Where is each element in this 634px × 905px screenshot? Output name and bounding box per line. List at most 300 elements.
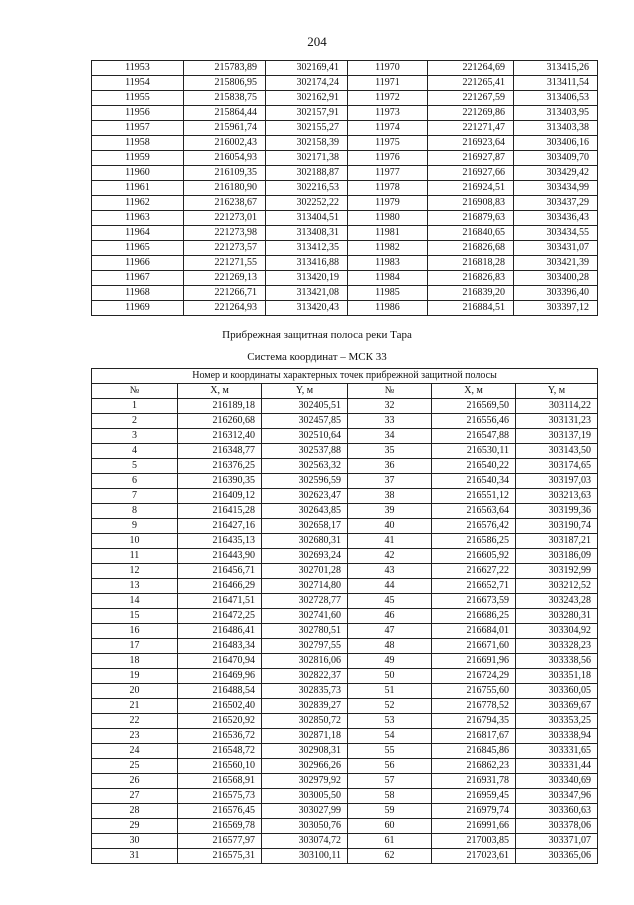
y-coordinate: 303199,36 — [516, 504, 598, 519]
table-row — [92, 301, 598, 316]
table-row — [92, 474, 598, 489]
x-coordinate: 221265,41 — [428, 76, 514, 91]
y-coordinate: 302701,28 — [262, 564, 348, 579]
x-coordinate: 216927,66 — [428, 166, 514, 181]
table-row — [92, 256, 598, 271]
x-coordinate: 216686,25 — [432, 609, 516, 624]
y-coordinate: 302797,55 — [262, 639, 348, 654]
y-coordinate: 302693,24 — [262, 549, 348, 564]
point-number: 38 — [348, 489, 432, 504]
y-coordinate: 302157,91 — [266, 106, 348, 121]
y-coordinate: 303243,28 — [516, 594, 598, 609]
caption-title: Прибрежная защитная полоса реки Тара — [222, 329, 412, 341]
point-number: 11976 — [348, 151, 428, 166]
x-coordinate: 216586,25 — [432, 534, 516, 549]
point-number: 36 — [348, 459, 432, 474]
x-coordinate: 216568,91 — [178, 774, 262, 789]
x-coordinate: 221267,59 — [428, 91, 514, 106]
table-span-header: Номер и координаты характерных точек прибрежной защитной полосы — [92, 369, 598, 384]
x-coordinate: 216502,40 — [178, 699, 262, 714]
point-number: 20 — [92, 684, 178, 699]
x-coordinate: 216924,51 — [428, 181, 514, 196]
x-coordinate: 217023,61 — [432, 849, 516, 864]
y-coordinate: 302816,06 — [262, 654, 348, 669]
y-coordinate: 302188,87 — [266, 166, 348, 181]
x-coordinate: 216312,40 — [178, 429, 262, 444]
point-number: 11973 — [348, 106, 428, 121]
caption-system: Система координат – МСК 33 — [247, 351, 387, 363]
table-row — [92, 804, 598, 819]
point-number: 11953 — [92, 61, 184, 76]
point-number: 11971 — [348, 76, 428, 91]
y-coordinate: 303212,52 — [516, 579, 598, 594]
x-coordinate: 221271,47 — [428, 121, 514, 136]
point-number: 11957 — [92, 121, 184, 136]
point-number: 8 — [92, 504, 178, 519]
table-row — [92, 639, 598, 654]
point-number: 4 — [92, 444, 178, 459]
y-coordinate: 303143,50 — [516, 444, 598, 459]
coordinates-table-continued — [91, 60, 598, 316]
x-coordinate: 216109,35 — [184, 166, 266, 181]
y-coordinate: 303190,74 — [516, 519, 598, 534]
point-number: 11974 — [348, 121, 428, 136]
y-coordinate: 313406,53 — [514, 91, 598, 106]
point-number: 11972 — [348, 91, 428, 106]
x-coordinate: 221264,93 — [184, 301, 266, 316]
table-row — [92, 76, 598, 91]
y-coordinate: 313421,08 — [266, 286, 348, 301]
x-coordinate: 216486,41 — [178, 624, 262, 639]
point-number: 33 — [348, 414, 432, 429]
y-coordinate: 302835,73 — [262, 684, 348, 699]
point-number: 11984 — [348, 271, 428, 286]
x-coordinate: 216556,46 — [432, 414, 516, 429]
table-row — [92, 444, 598, 459]
point-number: 44 — [348, 579, 432, 594]
y-coordinate: 303360,63 — [516, 804, 598, 819]
x-coordinate: 216724,29 — [432, 669, 516, 684]
point-number: 52 — [348, 699, 432, 714]
table-row — [92, 819, 598, 834]
y-coordinate: 313408,31 — [266, 226, 348, 241]
point-number: 11958 — [92, 136, 184, 151]
y-coordinate: 303340,69 — [516, 774, 598, 789]
x-coordinate: 216908,83 — [428, 196, 514, 211]
x-coordinate: 216839,20 — [428, 286, 514, 301]
y-coordinate: 302216,53 — [266, 181, 348, 196]
y-coordinate: 303347,96 — [516, 789, 598, 804]
x-coordinate: 216540,22 — [432, 459, 516, 474]
y-coordinate: 303365,06 — [516, 849, 598, 864]
table-row — [92, 61, 598, 76]
x-coordinate: 216575,73 — [178, 789, 262, 804]
x-coordinate: 216826,68 — [428, 241, 514, 256]
x-coordinate: 216456,71 — [178, 564, 262, 579]
x-coordinate: 216471,51 — [178, 594, 262, 609]
x-coordinate: 216755,60 — [432, 684, 516, 699]
x-coordinate: 216684,01 — [432, 624, 516, 639]
y-coordinate: 303360,05 — [516, 684, 598, 699]
y-coordinate: 303406,16 — [514, 136, 598, 151]
y-coordinate: 303409,70 — [514, 151, 598, 166]
x-coordinate: 216520,92 — [178, 714, 262, 729]
point-number: 11970 — [348, 61, 428, 76]
point-number: 11956 — [92, 106, 184, 121]
table-row — [92, 136, 598, 151]
point-number: 11959 — [92, 151, 184, 166]
table-row — [92, 729, 598, 744]
x-coordinate: 216054,93 — [184, 151, 266, 166]
y-coordinate: 313416,88 — [266, 256, 348, 271]
x-coordinate: 215864,44 — [184, 106, 266, 121]
y-coordinate: 302658,17 — [262, 519, 348, 534]
y-coordinate: 313403,38 — [514, 121, 598, 136]
y-coordinate: 303187,21 — [516, 534, 598, 549]
point-number: 11968 — [92, 286, 184, 301]
point-number: 11969 — [92, 301, 184, 316]
x-coordinate: 216979,74 — [432, 804, 516, 819]
table-row — [92, 699, 598, 714]
x-coordinate: 216469,96 — [178, 669, 262, 684]
y-coordinate: 302171,38 — [266, 151, 348, 166]
point-number: 45 — [348, 594, 432, 609]
x-coordinate: 216563,64 — [432, 504, 516, 519]
x-coordinate: 216576,42 — [432, 519, 516, 534]
y-coordinate: 313404,51 — [266, 211, 348, 226]
x-coordinate: 216560,10 — [178, 759, 262, 774]
point-number: 7 — [92, 489, 178, 504]
y-coordinate: 302623,47 — [262, 489, 348, 504]
point-number: 19 — [92, 669, 178, 684]
y-coordinate: 302643,85 — [262, 504, 348, 519]
point-number: 43 — [348, 564, 432, 579]
x-coordinate: 216415,28 — [178, 504, 262, 519]
y-coordinate: 302966,26 — [262, 759, 348, 774]
y-coordinate: 303434,99 — [514, 181, 598, 196]
table-row — [92, 489, 598, 504]
point-number: 11960 — [92, 166, 184, 181]
point-number: 24 — [92, 744, 178, 759]
point-number: 49 — [348, 654, 432, 669]
point-number: 11965 — [92, 241, 184, 256]
point-number: 53 — [348, 714, 432, 729]
y-coordinate: 302162,91 — [266, 91, 348, 106]
y-coordinate: 303351,18 — [516, 669, 598, 684]
y-coordinate: 303331,65 — [516, 744, 598, 759]
x-coordinate: 215783,89 — [184, 61, 266, 76]
x-coordinate: 217003,85 — [432, 834, 516, 849]
point-number: 2 — [92, 414, 178, 429]
y-coordinate: 303050,76 — [262, 819, 348, 834]
y-coordinate: 303421,39 — [514, 256, 598, 271]
y-coordinate: 303429,42 — [514, 166, 598, 181]
point-number: 58 — [348, 789, 432, 804]
x-coordinate: 216778,52 — [432, 699, 516, 714]
point-number: 41 — [348, 534, 432, 549]
x-coordinate: 216548,72 — [178, 744, 262, 759]
y-coordinate: 303197,03 — [516, 474, 598, 489]
point-number: 42 — [348, 549, 432, 564]
y-coordinate: 302537,88 — [262, 444, 348, 459]
point-number: 17 — [92, 639, 178, 654]
x-coordinate: 216260,68 — [178, 414, 262, 429]
point-number: 51 — [348, 684, 432, 699]
y-coordinate: 302839,27 — [262, 699, 348, 714]
point-number: 11977 — [348, 166, 428, 181]
point-number: 11963 — [92, 211, 184, 226]
column-header: № — [92, 384, 178, 399]
column-header: X, м — [178, 384, 262, 399]
point-number: 11955 — [92, 91, 184, 106]
point-number: 46 — [348, 609, 432, 624]
x-coordinate: 216530,11 — [432, 444, 516, 459]
point-number: 32 — [348, 399, 432, 414]
x-coordinate: 221266,71 — [184, 286, 266, 301]
table-row — [92, 151, 598, 166]
point-number: 55 — [348, 744, 432, 759]
x-coordinate: 216551,12 — [432, 489, 516, 504]
x-coordinate: 216472,25 — [178, 609, 262, 624]
y-coordinate: 302728,77 — [262, 594, 348, 609]
y-coordinate: 302850,72 — [262, 714, 348, 729]
point-number: 31 — [92, 849, 178, 864]
x-coordinate: 221273,01 — [184, 211, 266, 226]
table-row — [92, 196, 598, 211]
y-coordinate: 303174,65 — [516, 459, 598, 474]
point-number: 22 — [92, 714, 178, 729]
table-row — [92, 226, 598, 241]
point-number: 11967 — [92, 271, 184, 286]
x-coordinate: 216931,78 — [432, 774, 516, 789]
point-number: 25 — [92, 759, 178, 774]
y-coordinate: 303400,28 — [514, 271, 598, 286]
point-number: 12 — [92, 564, 178, 579]
x-coordinate: 216409,12 — [178, 489, 262, 504]
x-coordinate: 216002,43 — [184, 136, 266, 151]
point-number: 11954 — [92, 76, 184, 91]
point-number: 11 — [92, 549, 178, 564]
point-number: 62 — [348, 849, 432, 864]
point-number: 29 — [92, 819, 178, 834]
x-coordinate: 216840,65 — [428, 226, 514, 241]
x-coordinate: 216540,34 — [432, 474, 516, 489]
y-coordinate: 302979,92 — [262, 774, 348, 789]
point-number: 16 — [92, 624, 178, 639]
point-number: 15 — [92, 609, 178, 624]
page-number: 204 — [307, 34, 327, 49]
y-coordinate: 303434,55 — [514, 226, 598, 241]
x-coordinate: 221271,55 — [184, 256, 266, 271]
x-coordinate: 215838,75 — [184, 91, 266, 106]
point-number: 11982 — [348, 241, 428, 256]
y-coordinate: 302741,60 — [262, 609, 348, 624]
table-row — [92, 714, 598, 729]
point-number: 10 — [92, 534, 178, 549]
point-number: 47 — [348, 624, 432, 639]
point-number: 3 — [92, 429, 178, 444]
table-row — [92, 684, 598, 699]
table-row — [92, 579, 598, 594]
y-coordinate: 302563,32 — [262, 459, 348, 474]
table-row — [92, 121, 598, 136]
table-row — [92, 564, 598, 579]
y-coordinate: 303431,07 — [514, 241, 598, 256]
x-coordinate: 216923,64 — [428, 136, 514, 151]
point-number: 54 — [348, 729, 432, 744]
y-coordinate: 303114,22 — [516, 399, 598, 414]
table-row — [92, 91, 598, 106]
x-coordinate: 216427,16 — [178, 519, 262, 534]
x-coordinate: 221269,13 — [184, 271, 266, 286]
table-row — [92, 624, 598, 639]
table-row — [92, 609, 598, 624]
y-coordinate: 303437,29 — [514, 196, 598, 211]
x-coordinate: 216817,67 — [432, 729, 516, 744]
x-coordinate: 216488,54 — [178, 684, 262, 699]
y-coordinate: 303369,67 — [516, 699, 598, 714]
x-coordinate: 216691,96 — [432, 654, 516, 669]
x-coordinate: 216348,77 — [178, 444, 262, 459]
column-header: Y, м — [516, 384, 598, 399]
y-coordinate: 313412,35 — [266, 241, 348, 256]
x-coordinate: 216575,31 — [178, 849, 262, 864]
point-number: 34 — [348, 429, 432, 444]
table-row — [92, 271, 598, 286]
table-row — [92, 774, 598, 789]
table-row — [92, 106, 598, 121]
y-coordinate: 302714,80 — [262, 579, 348, 594]
y-coordinate: 302908,31 — [262, 744, 348, 759]
x-coordinate: 215806,95 — [184, 76, 266, 91]
y-coordinate: 303328,23 — [516, 639, 598, 654]
x-coordinate: 216569,50 — [432, 399, 516, 414]
point-number: 11962 — [92, 196, 184, 211]
x-coordinate: 216376,25 — [178, 459, 262, 474]
y-coordinate: 303005,50 — [262, 789, 348, 804]
point-number: 37 — [348, 474, 432, 489]
table-row — [92, 849, 598, 864]
x-coordinate: 221264,69 — [428, 61, 514, 76]
table-row — [92, 519, 598, 534]
table-row — [92, 399, 598, 414]
y-coordinate: 303074,72 — [262, 834, 348, 849]
point-number: 61 — [348, 834, 432, 849]
x-coordinate: 215961,74 — [184, 121, 266, 136]
y-coordinate: 303027,99 — [262, 804, 348, 819]
x-coordinate: 216879,63 — [428, 211, 514, 226]
point-number: 50 — [348, 669, 432, 684]
y-coordinate: 313415,26 — [514, 61, 598, 76]
table-row — [92, 744, 598, 759]
x-coordinate: 216443,90 — [178, 549, 262, 564]
point-number: 39 — [348, 504, 432, 519]
point-number: 11981 — [348, 226, 428, 241]
column-header: № — [348, 384, 432, 399]
y-coordinate: 302405,51 — [262, 399, 348, 414]
y-coordinate: 313403,95 — [514, 106, 598, 121]
table-row — [92, 429, 598, 444]
point-number: 23 — [92, 729, 178, 744]
x-coordinate: 216536,72 — [178, 729, 262, 744]
table-row — [92, 459, 598, 474]
y-coordinate: 302822,37 — [262, 669, 348, 684]
point-number: 60 — [348, 819, 432, 834]
table-row — [92, 504, 598, 519]
y-coordinate: 313420,43 — [266, 301, 348, 316]
y-coordinate: 302155,27 — [266, 121, 348, 136]
y-coordinate: 303338,94 — [516, 729, 598, 744]
y-coordinate: 302158,39 — [266, 136, 348, 151]
y-coordinate: 303397,12 — [514, 301, 598, 316]
column-header: Y, м — [262, 384, 348, 399]
x-coordinate: 216466,29 — [178, 579, 262, 594]
table-row — [92, 211, 598, 226]
x-coordinate: 216435,13 — [178, 534, 262, 549]
x-coordinate: 216605,92 — [432, 549, 516, 564]
point-number: 11966 — [92, 256, 184, 271]
x-coordinate: 221273,57 — [184, 241, 266, 256]
y-coordinate: 302169,41 — [266, 61, 348, 76]
point-number: 6 — [92, 474, 178, 489]
point-number: 11964 — [92, 226, 184, 241]
x-coordinate: 216794,35 — [432, 714, 516, 729]
table-row — [92, 759, 598, 774]
x-coordinate: 221273,98 — [184, 226, 266, 241]
point-number: 1 — [92, 399, 178, 414]
x-coordinate: 221269,86 — [428, 106, 514, 121]
y-coordinate: 303192,99 — [516, 564, 598, 579]
point-number: 11979 — [348, 196, 428, 211]
y-coordinate: 302871,18 — [262, 729, 348, 744]
x-coordinate: 216577,97 — [178, 834, 262, 849]
point-number: 13 — [92, 579, 178, 594]
point-number: 9 — [92, 519, 178, 534]
y-coordinate: 303353,25 — [516, 714, 598, 729]
point-number: 48 — [348, 639, 432, 654]
y-coordinate: 303371,07 — [516, 834, 598, 849]
y-coordinate: 303137,19 — [516, 429, 598, 444]
x-coordinate: 216845,86 — [432, 744, 516, 759]
x-coordinate: 216884,51 — [428, 301, 514, 316]
x-coordinate: 216671,60 — [432, 639, 516, 654]
point-number: 26 — [92, 774, 178, 789]
table-row — [92, 594, 598, 609]
point-number: 57 — [348, 774, 432, 789]
y-coordinate: 302596,59 — [262, 474, 348, 489]
point-number: 11986 — [348, 301, 428, 316]
x-coordinate: 216180,90 — [184, 181, 266, 196]
x-coordinate: 216189,18 — [178, 399, 262, 414]
point-number: 21 — [92, 699, 178, 714]
x-coordinate: 216627,22 — [432, 564, 516, 579]
x-coordinate: 216547,88 — [432, 429, 516, 444]
table-row — [92, 654, 598, 669]
x-coordinate: 216673,59 — [432, 594, 516, 609]
point-number: 30 — [92, 834, 178, 849]
table-row — [92, 549, 598, 564]
point-number: 56 — [348, 759, 432, 774]
y-coordinate: 303304,92 — [516, 624, 598, 639]
point-number: 18 — [92, 654, 178, 669]
point-number: 27 — [92, 789, 178, 804]
table-row — [92, 534, 598, 549]
y-coordinate: 313411,54 — [514, 76, 598, 91]
table-row — [92, 166, 598, 181]
x-coordinate: 216652,71 — [432, 579, 516, 594]
y-coordinate: 303338,56 — [516, 654, 598, 669]
x-coordinate: 216483,34 — [178, 639, 262, 654]
